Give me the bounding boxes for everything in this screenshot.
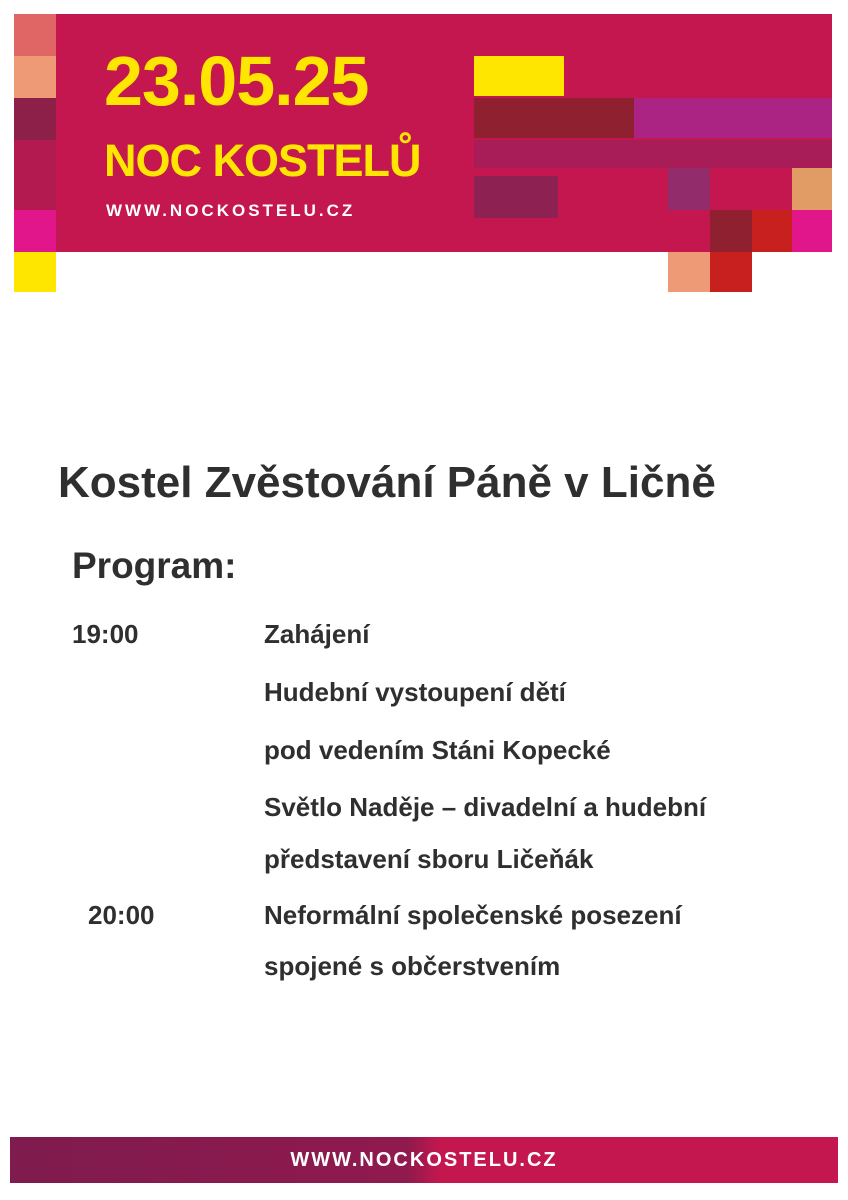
program-time: 19:00: [72, 619, 139, 649]
decor-tile: [634, 98, 832, 138]
decor-tile: [792, 168, 832, 210]
decor-tile: [14, 56, 56, 98]
footer-bar: [10, 1137, 838, 1183]
decor-tile: [474, 140, 832, 168]
program-item: představení sboru Ličeňák: [264, 844, 594, 874]
decor-tile: [668, 168, 710, 210]
decor-tile: [474, 56, 564, 96]
decor-tile: [14, 14, 56, 56]
program-item: Hudební vystoupení dětí: [264, 677, 566, 707]
decor-tile: [14, 98, 56, 140]
decor-tile: [14, 252, 56, 292]
footer-website: WWW.NOCKOSTELU.CZ: [290, 1149, 558, 1171]
decor-tile: [710, 210, 752, 252]
decor-tile: [14, 210, 56, 252]
event-date: 23.05.25: [104, 42, 369, 120]
program-time: 20:00: [88, 900, 155, 930]
decor-tile: [792, 210, 832, 252]
decor-tile: [710, 252, 752, 292]
decor-tile: [474, 98, 634, 138]
program-item: Neformální společenské posezení: [264, 900, 682, 930]
church-title: Kostel Zvěstování Páně v Ličně: [58, 458, 716, 507]
program-item: Zahájení: [264, 619, 370, 649]
program-item: spojené s občerstvením: [264, 951, 561, 981]
program-heading: Program:: [72, 545, 237, 586]
decor-tile: [668, 252, 710, 292]
decor-tile: [14, 140, 56, 210]
banner-website: WWW.NOCKOSTELU.CZ: [106, 201, 356, 220]
event-name: NOC KOSTELŮ: [104, 135, 421, 186]
decor-tile: [474, 176, 558, 218]
program-item: Světlo Naděje – divadelní a hudební: [264, 792, 707, 822]
program-item: pod vedením Stáni Kopecké: [264, 735, 611, 765]
decor-tile: [752, 210, 792, 252]
